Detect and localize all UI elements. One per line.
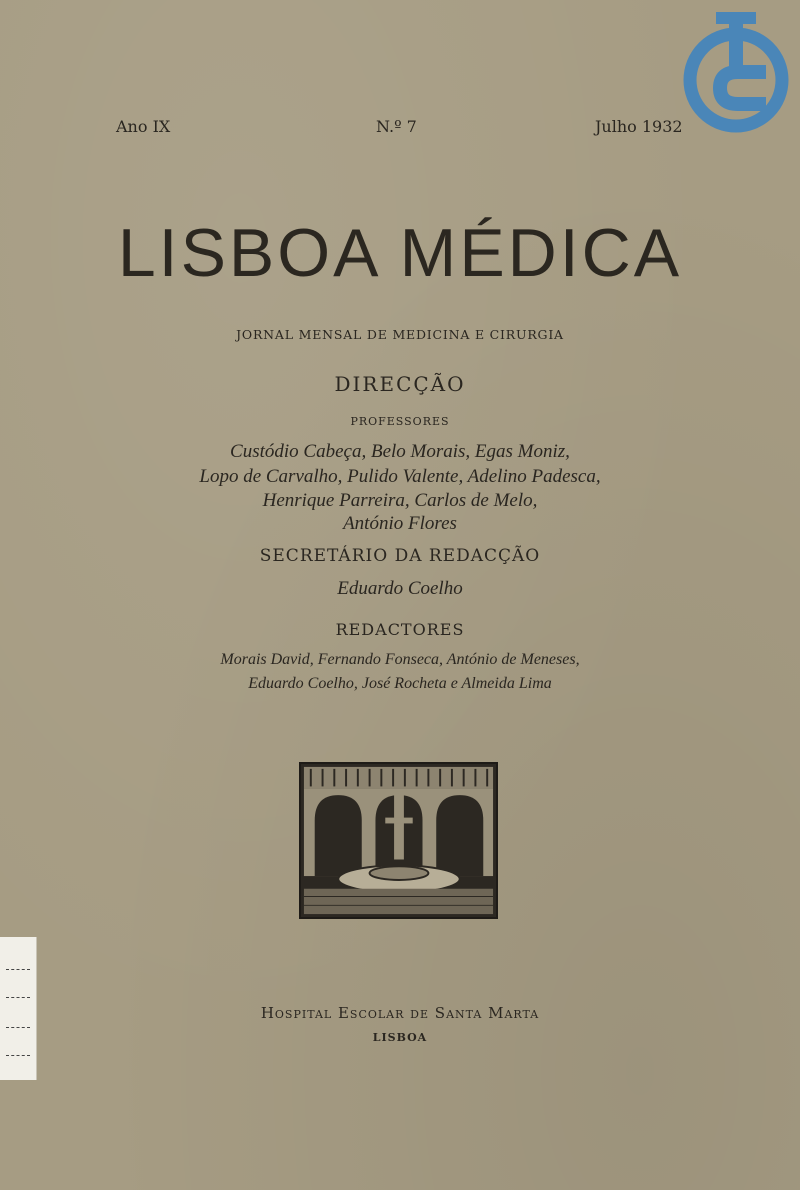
institution-name: Hospital Escolar de Santa Marta xyxy=(260,1004,540,1022)
issue-number: N.º 7 xyxy=(376,117,417,136)
professors-line: Custódio Cabeça, Belo Morais, Egas Moniz, xyxy=(230,441,570,462)
editors-line: Morais David, Fernando Fonseca, António de Meneses, xyxy=(220,651,580,668)
professors-line: Lopo de Carvalho, Pulido Valente, Adelino Padesca, xyxy=(199,466,601,487)
journal-title: LISBOA MÉDICA xyxy=(117,215,683,291)
professors-line: Henrique Parreira, Carlos de Melo, xyxy=(262,490,538,511)
cloister-fountain-woodcut-icon xyxy=(299,762,498,919)
journal-subtitle: JORNAL MENSAL DE MEDICINA E CIRURGIA xyxy=(236,327,564,342)
library-label-sticker xyxy=(0,937,37,1080)
editors-line: Eduardo Coelho, José Rocheta e Almeida Lima xyxy=(248,675,552,692)
direction-heading: DIRECÇÃO xyxy=(334,372,466,396)
professors-label: PROFESSORES xyxy=(350,415,450,428)
editors-heading: REDACTORES xyxy=(335,620,465,639)
secretary-heading: SECRETÁRIO DA REDACÇÃO xyxy=(259,546,541,566)
issue-date: Julho 1932 xyxy=(595,117,683,136)
professors-line: António Flores xyxy=(343,513,457,534)
secretary-name: Eduardo Coelho xyxy=(337,578,463,599)
library-stamp-logo-icon xyxy=(680,8,792,140)
city-name: LISBOA xyxy=(372,1031,428,1044)
volume-year: Ano IX xyxy=(116,117,171,136)
